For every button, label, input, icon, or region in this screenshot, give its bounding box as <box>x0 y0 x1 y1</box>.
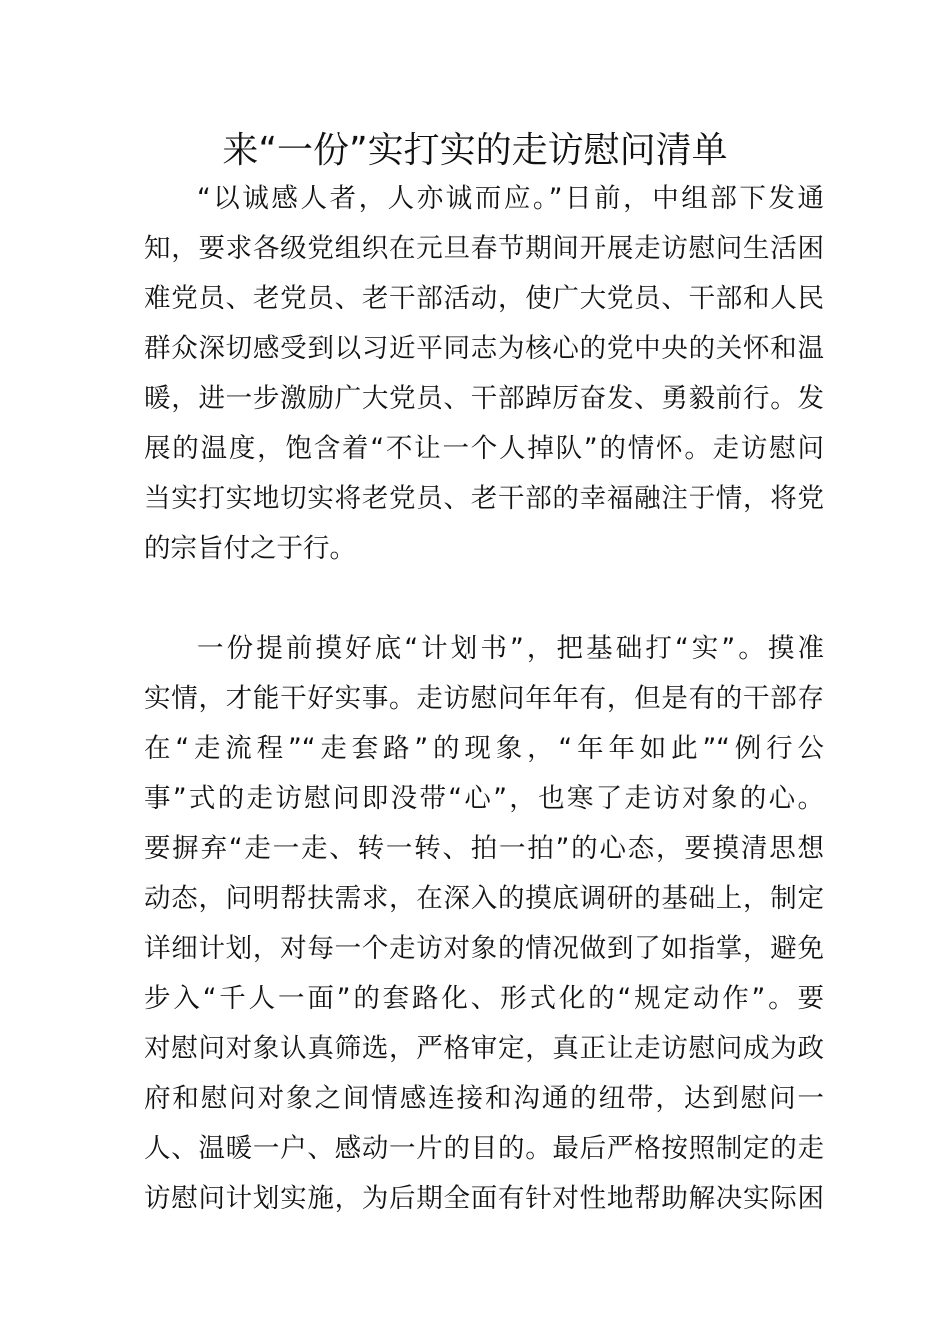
document-title: 来“一份”实打实的走访慰问清单 <box>222 130 728 171</box>
paragraph-2 <box>144 624 824 1224</box>
paragraph-line: 在“走流程”“走套路”的现象，“年年如此”“例行公 <box>144 733 824 764</box>
paragraph-line: 当实打实地切实将老党员、老干部的幸福融注于情，将党 <box>144 483 824 514</box>
paragraph-line: 展的温度，饱含着“不让一个人掉队”的情怀。走访慰问 <box>144 433 824 464</box>
paragraph-line: 对慰问对象认真筛选，严格审定，真正让走访慰问成为政 <box>144 1033 824 1064</box>
paragraph-line: 实情，才能干好实事。走访慰问年年有，但是有的干部存 <box>144 683 824 714</box>
paragraph-line: 暖，进一步激励广大党员、干部踔厉奋发、勇毅前行。发 <box>144 383 824 414</box>
paragraph-line: 一份提前摸好底“计划书”，把基础打“实”。摸准 <box>197 633 824 664</box>
paragraph-line: 动态，问明帮扶需求，在深入的摸底调研的基础上，制定 <box>144 883 824 914</box>
paragraph-line: 详细计划，对每一个走访对象的情况做到了如指掌，避免 <box>144 933 824 964</box>
paragraph-line: 的宗旨付之于行。 <box>144 533 356 564</box>
paragraph-line: 要摒弃“走一走、转一转、拍一拍”的心态，要摸清思想 <box>144 833 824 864</box>
paragraph-line: 群众深切感受到以习近平同志为核心的党中央的关怀和温 <box>144 333 824 364</box>
paragraph-1 <box>144 174 824 574</box>
paragraph-line: 步入“千人一面”的套路化、形式化的“规定动作”。要 <box>144 983 824 1014</box>
paragraph-line: “以诚感人者，人亦诚而应。”日前，中组部下发通 <box>197 183 824 214</box>
paragraph-line: 知，要求各级党组织在元旦春节期间开展走访慰问生活困 <box>144 233 824 264</box>
paragraph-line: 人、温暖一户、感动一片的目的。最后严格按照制定的走 <box>144 1133 824 1164</box>
paragraph-line: 访慰问计划实施，为后期全面有针对性地帮助解决实际困 <box>144 1183 824 1214</box>
paragraph-line: 府和慰问对象之间情感连接和沟通的纽带，达到慰问一 <box>144 1083 824 1114</box>
paragraph-line: 事”式的走访慰问即没带“心”，也寒了走访对象的心。 <box>144 783 824 814</box>
paragraph-line: 难党员、老党员、老干部活动，使广大党员、干部和人民 <box>144 283 824 314</box>
